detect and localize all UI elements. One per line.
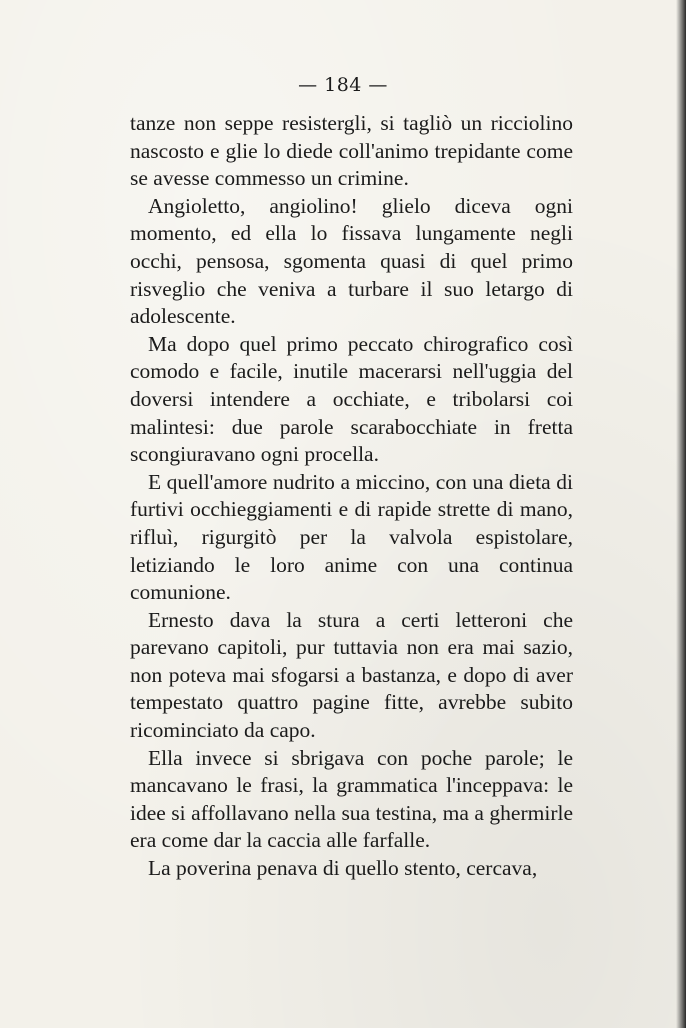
paragraph: Ella invece si sbrigava con poche parole; le mancavano le frasi, la grammatica l'inceppava: le idee si affollavano nella sua testina, ma a ghermirle era come dar la caccia alle farfalle. [130, 745, 573, 853]
page-edge-shadow [676, 0, 686, 1028]
paragraph: La poverina penava di quello stento, cercava, [148, 856, 538, 881]
paragraph: Ma dopo quel primo peccato chirografico così comodo e facile, inutile macerarsi nell'uggia del doversi intendere a occhiate, e tribolarsi coi malintesi: due parole scarabocchiate in fretta scongiuravano ogni procella. [130, 331, 573, 467]
page-number: — 184 — [298, 74, 388, 96]
paragraph-continuation: tanze non seppe resistergli, si tagliò un ricciolino nascosto e glie lo diede coll'animo trepidante come se avesse commesso un crimine. [130, 111, 573, 191]
body-text [130, 110, 573, 883]
paragraph: Angioletto, angiolino! glielo diceva ogni momento, ed ella lo fissava lungamente negli occhi, pensosa, sgomenta quasi di quel primo risveglio che veniva a turbare il suo letargo di adolescente. [130, 193, 573, 329]
paragraph: Ernesto dava la stura a certi letteroni che parevano capitoli, pur tuttavia non era mai sazio, non poteva mai sfogarsi a bastanza, e dopo di aver tempestato quattro pagine fitte, avrebbe subito ricominciato da capo. [130, 607, 573, 743]
paragraph: E quell'amore nudrito a miccino, con una dieta di furtivi occhieggiamenti e di rapide strette di mano, rifluì, rigurgitò per la valvola espistolare, letiziando le loro anime con una continua comunione. [130, 469, 573, 605]
